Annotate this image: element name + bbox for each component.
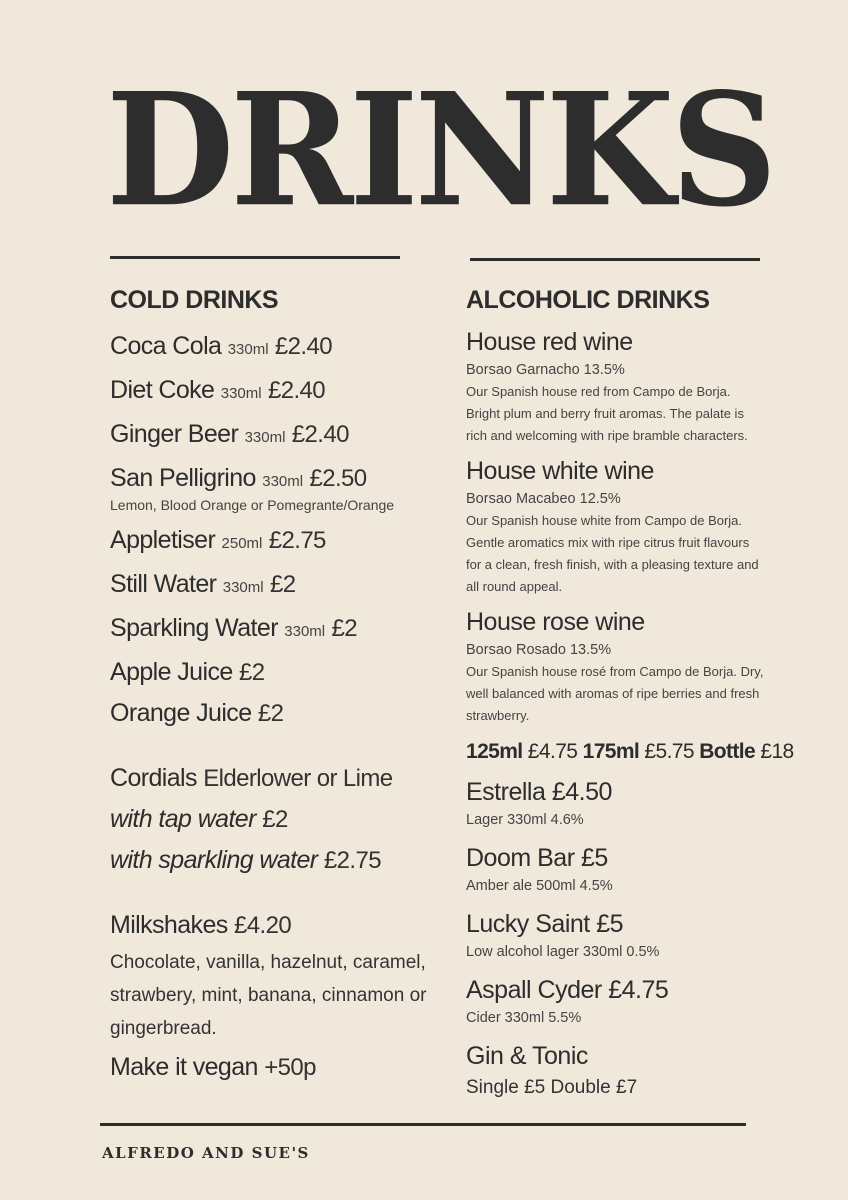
beer-name: Aspall Cyder: [466, 976, 602, 1004]
gin-item: [466, 1039, 766, 1103]
milkshake-flavours: Chocolate, vanilla, hazelnut, caramel, strawbery, mint, banana, cinnamon or gingerbread.: [110, 952, 427, 1039]
vegan-option: [110, 1047, 440, 1088]
item-price: £2.40: [274, 333, 332, 360]
item-name: Milkshakes: [110, 911, 228, 939]
beer-price: £5: [581, 844, 608, 872]
bottom-divider: [100, 1123, 746, 1126]
menu-item: [110, 564, 440, 608]
sparkling-label: with sparkling water: [110, 846, 318, 874]
tap-label: with tap water: [110, 805, 256, 833]
beer-item: [466, 973, 766, 1029]
wine-item: [466, 326, 766, 447]
gin-sub: Single £5 Double £7: [466, 1077, 638, 1098]
wine-sizes: [466, 735, 794, 769]
milkshakes-item: [110, 905, 440, 946]
beer-item: [466, 775, 766, 831]
size-label: Bottle: [699, 740, 756, 763]
item-size: 250ml: [221, 535, 263, 552]
item-name: Diet Coke: [110, 376, 215, 404]
menu-item: [110, 608, 440, 652]
beer-name: Doom Bar: [466, 844, 575, 872]
size-price: £5.75: [644, 740, 694, 763]
beer-sub: Amber ale 500ml 4.5%: [466, 878, 613, 894]
item-price: £2: [331, 615, 357, 642]
item-name: Apple Juice: [110, 658, 233, 686]
cordials-options: Elderlower or Lime: [203, 765, 393, 792]
item-name: Coca Cola: [110, 332, 222, 360]
page-title: DRINKS: [106, 58, 774, 242]
pelligrino-flavours: Lemon, Blood Orange or Pomegrante/Orange: [110, 497, 395, 513]
beer-sub: Low alcohol lager 330ml 0.5%: [466, 944, 660, 960]
menu-item: [110, 520, 440, 564]
wine-name: House rose wine: [466, 608, 645, 636]
size-price: £4.75: [527, 740, 578, 763]
menu-item: [110, 414, 440, 458]
cordials-sparkling: [110, 840, 440, 881]
item-price: £2: [239, 659, 265, 686]
alcoholic-drinks-heading: ALCOHOLIC DRINKS: [466, 286, 710, 314]
menu-item: [110, 326, 440, 370]
left-divider: [110, 256, 400, 259]
wine-name: House white wine: [466, 457, 654, 485]
item-name: Sparkling Water: [110, 614, 278, 642]
wine-sub: Borsao Macabeo 12.5%: [466, 491, 621, 507]
menu-item: [110, 652, 440, 693]
beer-price: £5: [596, 910, 624, 938]
item-price: £4.20: [234, 912, 292, 939]
beer-item: [466, 841, 766, 897]
beer-price: £4.50: [551, 778, 612, 806]
beer-name: Lucky Saint: [466, 910, 590, 938]
cold-drinks-section: [110, 282, 440, 1088]
vegan-label: Make it vegan: [110, 1053, 258, 1081]
item-size: 330ml: [244, 429, 286, 446]
alcoholic-drinks-section: [466, 282, 794, 1103]
item-name: San Pelligrino: [110, 464, 256, 492]
tap-price: £2: [262, 806, 288, 833]
wine-desc: Our Spanish house rosé from Campo de Borja. Dry, well balanced with aromas of ripe berries and fresh strawberry.: [466, 664, 764, 723]
wine-item: [466, 606, 766, 727]
beer-sub: Cider 330ml 5.5%: [466, 1010, 582, 1026]
cordials-tap: [110, 799, 440, 840]
item-price: £2: [257, 700, 284, 727]
item-size: 330ml: [227, 341, 269, 358]
vegan-price: +50p: [264, 1054, 316, 1081]
item-size: 330ml: [262, 473, 304, 490]
item-name: Ginger Beer: [110, 420, 239, 448]
right-divider: [470, 258, 760, 261]
beer-item: [466, 907, 766, 963]
wine-sub: Borsao Garnacho 13.5%: [466, 362, 625, 378]
sparkling-price: £2.75: [323, 847, 381, 874]
wine-item: [466, 455, 766, 598]
item-price: £2.50: [309, 465, 367, 492]
item-name: Appletiser: [110, 526, 216, 554]
item-price: £2.40: [291, 421, 349, 448]
item-price: £2: [269, 571, 296, 598]
item-name: Still Water: [110, 570, 217, 598]
wine-name: House red wine: [466, 328, 633, 356]
size-label: 175ml: [582, 740, 640, 763]
cordials-item: [110, 758, 440, 799]
size-label: 125ml: [466, 740, 523, 763]
wine-sub: Borsao Rosado 13.5%: [466, 642, 612, 658]
item-name: Cordials: [110, 764, 197, 792]
menu-item: [110, 370, 440, 414]
beer-sub: Lager 330ml 4.6%: [466, 812, 584, 828]
wine-desc: Our Spanish house red from Campo de Borja. Bright plum and berry fruit aromas. The palate is rich and welcoming with ripe bramble characters.: [466, 384, 748, 443]
item-name: Orange Juice: [110, 699, 252, 727]
item-size: 330ml: [222, 579, 264, 596]
beer-name: Estrella: [466, 778, 546, 806]
item-price: £2.75: [268, 527, 326, 554]
item-price: £2.40: [267, 377, 326, 404]
wine-desc: Our Spanish house white from Campo de Borja. Gentle aromatics mix with ripe citrus fruit flavours for a clean, fresh finish, with a pleasing texture and all round appeal.: [466, 513, 759, 594]
beer-price: £4.75: [608, 976, 669, 1004]
size-price: £18: [760, 740, 794, 763]
item-size: 330ml: [284, 623, 326, 640]
brand-name: ALFREDO AND SUE'S: [102, 1144, 310, 1162]
menu-item: [110, 693, 440, 734]
cold-drinks-heading: COLD DRINKS: [110, 286, 279, 314]
item-size: 330ml: [220, 385, 262, 402]
gin-name: Gin & Tonic: [466, 1042, 588, 1070]
